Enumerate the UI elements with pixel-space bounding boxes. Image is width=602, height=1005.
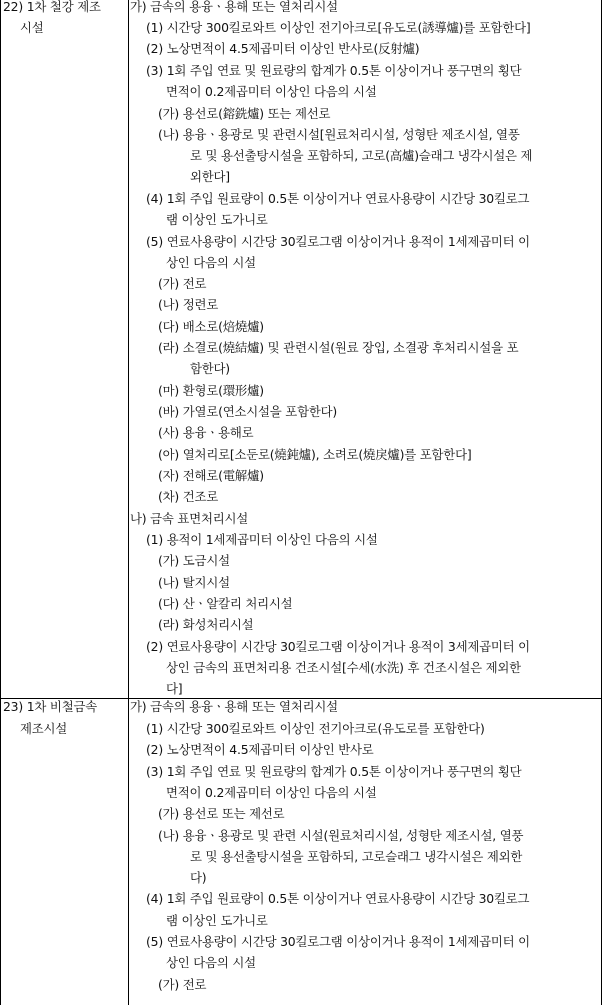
content-line: 가) 금속의 용융ㆍ용해 또는 열처리시설: [130, 0, 338, 14]
content-line: (5) 연료사용량이 시간당 30킬로그램 이상이거나 용적이 1세제곱미터 이: [146, 234, 530, 249]
content-line: 램 이상인 도가니로: [166, 212, 268, 227]
content-line: (라) 소결로(燒結爐) 및 관련시설(원료 장입, 소결광 후처리시설을 포: [158, 340, 519, 355]
category-label: 23) 1차 비철금속: [3, 699, 98, 714]
content-line: (사) 용융ㆍ용해로: [158, 425, 254, 440]
content-line: (3) 1회 주입 연료 및 원료량의 합계가 0.5톤 이상이거나 풍구면의 횡단: [146, 63, 522, 78]
content-line: (3) 1회 주입 연료 및 원료량의 합계가 0.5톤 이상이거나 풍구면의 횡단: [146, 764, 522, 779]
content-line: (마) 환형로(環形爐): [158, 383, 264, 398]
content-line: (5) 연료사용량이 시간당 30킬로그램 이상이거나 용적이 1세제곱미터 이: [146, 934, 530, 949]
content-line: (가) 용선로(鎔銑爐) 또는 제선로: [158, 106, 331, 121]
content-line: (나) 탈지시설: [158, 575, 230, 590]
content-line: (1) 시간당 300킬로와트 이상인 전기아크로(유도로를 포함한다): [146, 721, 485, 736]
content-line: (차) 건조로: [158, 489, 219, 504]
content-line: (아) 열처리로[소둔로(燒鈍爐), 소려로(燒戾爐)를 포함한다]: [158, 447, 472, 462]
content-line: 함한다): [190, 361, 230, 376]
content-line: 상인 다음의 시설: [166, 955, 256, 970]
content-line: 외한다]: [190, 169, 230, 184]
content-line: 상인 다음의 시설: [166, 255, 256, 270]
content-line: 다]: [166, 681, 183, 696]
content-line: (1) 시간당 300킬로와트 이상인 전기아크로[유도로(誘導爐)를 포함한다]: [146, 20, 531, 35]
content-line: (나) 용융ㆍ용광로 및 관련시설[원료처리시설, 성형탄 제조시설, 열풍: [158, 127, 520, 142]
content-line: 로 및 용선출탕시설을 포함하되, 고로슬래그 냉각시설은 제외한: [190, 849, 523, 864]
content-line: 로 및 용선출탕시설을 포함하되, 고로(高爐)슬래그 냉각시설은 제: [190, 148, 533, 163]
content-line: (가) 도금시설: [158, 553, 230, 568]
content-line: 면적이 0.2제곱미터 이상인 다음의 시설: [166, 84, 377, 99]
content-line: (1) 용적이 1세제곱미터 이상인 다음의 시설: [146, 532, 378, 547]
content-line: 다): [190, 870, 207, 885]
content-line: (바) 가열로(연소시설을 포함한다): [158, 404, 338, 419]
content-line: (2) 노상면적이 4.5제곱미터 이상인 반사로(反射爐): [146, 41, 420, 56]
content-line: (가) 전로: [158, 977, 207, 992]
category-label: 시설: [20, 20, 44, 35]
content-line: (자) 전해로(電解爐): [158, 468, 264, 483]
content-line: (4) 1회 주입 원료량이 0.5톤 이상이거나 연료사용량이 시간당 30킬로그: [146, 891, 530, 906]
content-line: (가) 전로: [158, 276, 207, 291]
table-left-border: [0, 0, 1, 1005]
content-line: (라) 화성처리시설: [158, 617, 254, 632]
content-line: 면적이 0.2제곱미터 이상인 다음의 시설: [166, 785, 377, 800]
content-line: (나) 정련로: [158, 297, 219, 312]
category-label: 제조시설: [20, 721, 68, 736]
content-line: 나) 금속 표면처리시설: [130, 511, 249, 526]
content-line: (2) 연료사용량이 시간당 30킬로그램 이상이거나 용적이 3세제곱미터 이: [146, 639, 530, 654]
content-line: (나) 용융ㆍ용광로 및 관련 시설(원료처리시설, 성형탄 제조시설, 열풍: [158, 828, 524, 843]
content-line: 상인 금속의 표면처리용 건조시설[수세(水洗) 후 건조시설은 제외한: [166, 660, 521, 675]
content-line: (4) 1회 주입 원료량이 0.5톤 이상이거나 연료사용량이 시간당 30킬로그: [146, 191, 530, 206]
content-line: 램 이상인 도가니로: [166, 913, 268, 928]
content-line: (다) 산ㆍ알칼리 처리시설: [158, 596, 293, 611]
column-divider: [128, 0, 129, 1005]
content-line: 가) 금속의 용융ㆍ용해 또는 열처리시설: [130, 699, 338, 714]
content-line: (2) 노상면적이 4.5제곱미터 이상인 반사로: [146, 742, 374, 757]
content-line: (다) 배소로(焙燒爐): [158, 319, 264, 334]
content-line: (가) 용선로 또는 제선로: [158, 806, 285, 821]
category-label: 22) 1차 철강 제조: [3, 0, 101, 14]
